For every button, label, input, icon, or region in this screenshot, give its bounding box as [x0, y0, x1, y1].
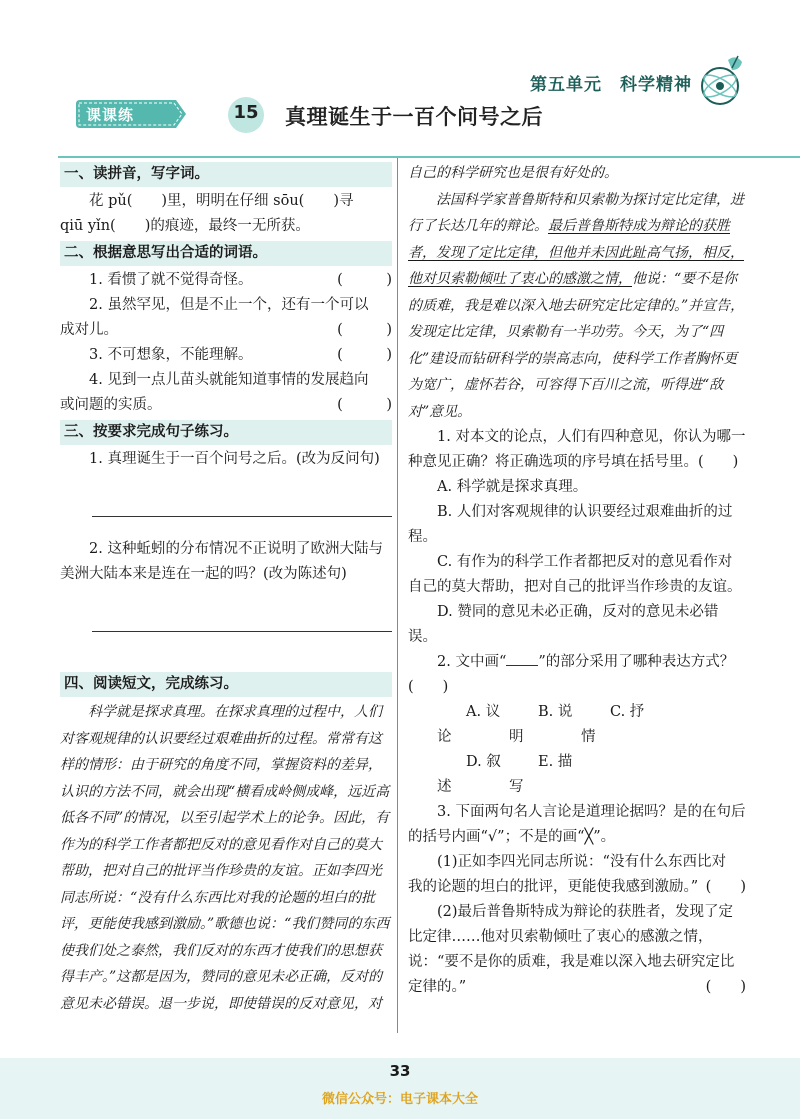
section-2-heading: 二、根据意思写出合适的词语。: [60, 241, 392, 266]
answer-line[interactable]: [92, 609, 392, 632]
q3-item-2: [408, 900, 746, 1000]
watermark-text: 微信公众号：电子课本大全: [321, 1092, 478, 1107]
q2-option-d: D. 叙述: [437, 754, 501, 795]
answer-line[interactable]: [92, 494, 392, 517]
q2-option-c: C. 抒情: [581, 704, 645, 745]
answer-parens[interactable]: ( ): [337, 272, 392, 288]
word-item-1: [60, 268, 392, 293]
q3-item-text: (2)最后普鲁斯特成为辩论的获胜者，发现了定比定律……他对贝索勒倾吐了衷心的感激之情，说：“要不是你的质难，我是难以深入地去研究定比定律的。”: [408, 904, 735, 995]
word-item-text: 3. 不可想象，不能理解。: [89, 347, 253, 363]
passage-rest-text: 他说：“要不是你的质难，我是难以深入地去研究定比定律的。”并宣告，发现定比定律，贝索勒有一半功劳。今天，为了“四化”建设而钻研科学的崇高志向，使科学工作者胸怀更为宽广，虚怀若谷，可容得下百川之流，听得进“敌对”意见。: [408, 271, 745, 420]
word-item-text: 2. 虽然罕见，但是不止一个，还有一个可以成对儿。: [60, 297, 369, 338]
answer-parens[interactable]: ( ): [337, 347, 392, 363]
q2-options-row-2: [408, 750, 746, 800]
question-2: [408, 650, 746, 700]
passage-plain-text: 法国科学家普鲁斯特和贝索勒为探讨定比定律，进行了长达几年的辩论。: [408, 191, 744, 234]
passage-paragraph-2: [408, 187, 746, 426]
sentence-question-2: 2. 这种蚯蚓的分布情况不正说明了欧洲大陆与美洲大陆本来是连在一起的吗？(改为陈述句): [60, 541, 383, 582]
scientist-logo-icon: [694, 52, 750, 110]
word-item-3: [60, 343, 392, 368]
answer-parens[interactable]: ( ): [337, 322, 392, 338]
pinyin-line-2: qiū yǐn( )的痕迹，最终一无所获。: [60, 218, 310, 234]
q3-item-1: [408, 850, 746, 900]
lesson-title: 真理诞生于一百个问号之后: [285, 105, 543, 129]
unit-theme: 科学精神: [620, 75, 692, 95]
q2-text-after: ”的部分采用了哪种表达方式？( ): [408, 654, 735, 695]
lesson-number: 15: [233, 102, 259, 123]
answer-parens[interactable]: ( ): [705, 879, 746, 895]
section-1-heading: 一、读拼音，写字词。: [60, 162, 392, 187]
header-rule: [58, 156, 800, 158]
reading-passage: 科学就是探求真理。在探求真理的过程中，人们对客观规律的认识要经过艰难曲折的过程。常常有这样的情形：由于研究的角度不同，掌握资料的差异，认识的方法不同，就会出现“横看成岭侧成峰，远近高低各不同”的情况，以至引起学术上的论争。因此，有作为的科学工作者都把反对的意见看作对自己的莫大帮助，把对自己的批评当作珍贵的友谊。正如李四光同志所说：“没有什么东西比对我的论题的坦白的批评，更能使我感到激励。”歌德也说：“我们赞同的东西使我们处之泰然，我们反对的东西才使我们的思想获得丰产。”这都是因为，赞同的意见未必正确，反对的意见未必错误。退一步说，即使错误的反对意见，对: [60, 704, 390, 1012]
underlined-text: 最后普鲁斯特成为辩论的获胜者，发现了定比定律，但他并未因此趾高气扬，相反，他对贝索勒倾吐了衷心的感激之情，: [408, 218, 744, 287]
section-4-heading: 四、阅读短文，完成练习。: [60, 672, 392, 697]
q2-text-before: 2. 文中画“: [437, 654, 507, 670]
pinyin-line-1: 花 pǔ( )里，明明在仔细 sōu( )寻: [89, 193, 354, 209]
question-3: 3. 下面两句名人言论是道理论据吗？是的在句后的括号内画“√”；不是的画“╳”。: [408, 804, 746, 845]
answer-parens[interactable]: ( ): [705, 979, 746, 995]
word-item-4: [60, 368, 392, 418]
unit-label: 第五单元: [530, 75, 602, 95]
word-item-text: 1. 看惯了就不觉得奇怪。: [89, 272, 253, 288]
left-column: [60, 160, 392, 1017]
word-item-text: 4. 见到一点儿苗头就能知道事情的发展趋向或问题的实质。: [60, 372, 369, 413]
q2-option-a: A. 议论: [437, 704, 501, 745]
underline-mark: [506, 653, 538, 666]
q1-option-a: A. 科学就是探求真理。: [437, 479, 588, 495]
sentence-question-1: 1. 真理诞生于一百个问号之后。(改为反问句): [89, 451, 380, 467]
question-1: 1. 对本文的论点，人们有四种意见，你认为哪一种意见正确？将正确选项的序号填在括号里。( ): [408, 429, 746, 470]
right-column: [408, 160, 746, 1000]
unit-header: [530, 70, 692, 95]
q1-option-b: B. 人们对客观规律的认识要经过艰难曲折的过程。: [408, 504, 733, 545]
q2-option-b: B. 说明: [509, 704, 573, 745]
q2-options-row-1: [408, 700, 746, 750]
q1-option-c: C. 有作为的科学工作者都把反对的意见看作对自己的莫大帮助，把对自己的批评当作珍贵的友谊。: [408, 554, 742, 595]
q2-option-e: E. 描写: [509, 754, 573, 795]
q3-item-text: (1)正如李四光同志所说：“没有什么东西比对我的论题的坦白的批评，更能使我感到激励。”: [408, 854, 726, 895]
answer-parens[interactable]: ( ): [337, 397, 392, 413]
q1-option-d: D. 赞同的意见未必正确，反对的意见未必错误。: [408, 604, 719, 645]
column-divider: [397, 158, 398, 1033]
passage-continuation: 自己的科学研究也是很有好处的。: [408, 165, 618, 181]
page-number: 33: [389, 1062, 411, 1080]
word-item-2: [60, 293, 392, 343]
section-3-heading: 三、按要求完成句子练习。: [60, 420, 392, 445]
banner-label: 课课练: [86, 106, 135, 124]
